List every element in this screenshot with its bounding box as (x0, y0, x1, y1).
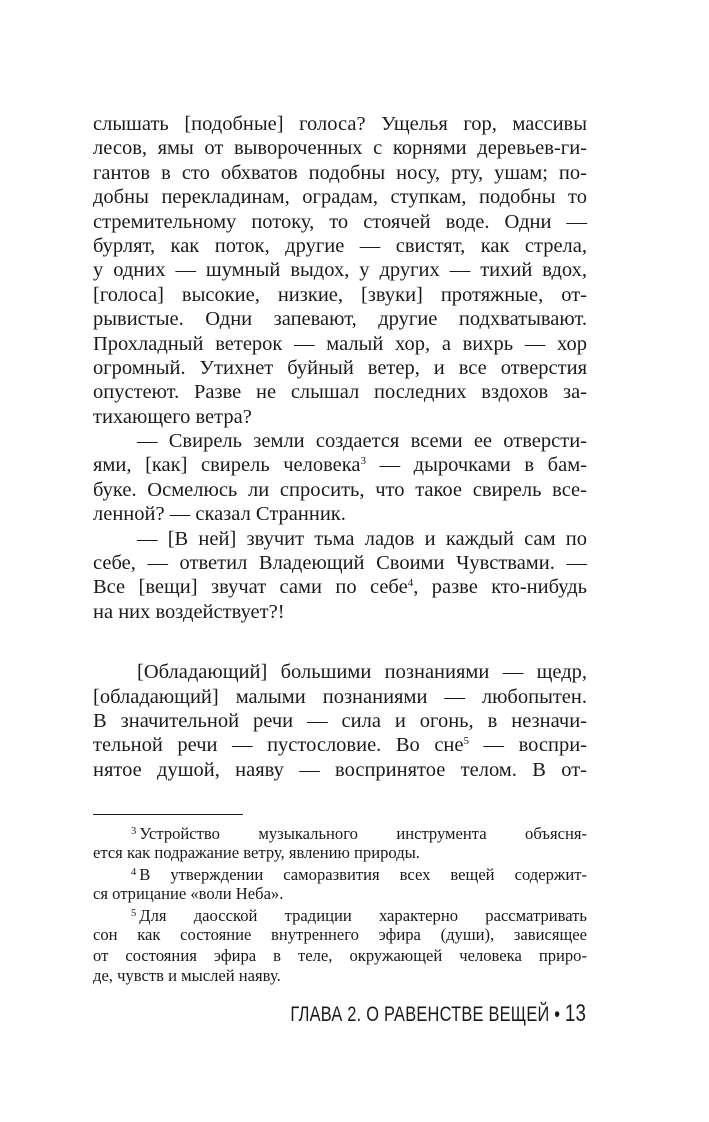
text-line: — [В ней] звучит тьма ладов и каждый сам по (137, 527, 587, 550)
text-line: слышать [подобные] голоса? Ущелья гор, массивы (93, 113, 587, 135)
footnote-line: от состояния эфира в теле, окружающей человека приро- (93, 945, 587, 965)
text-line: [обладающий] малыми познаниями — любопытен. (93, 685, 587, 708)
footnotes (93, 822, 587, 987)
footnote-ref-5[interactable]: 5 (463, 735, 469, 748)
text-line: стремительному потоку, то стоячей воде. Одни — (93, 210, 587, 233)
text-line: тихающего ветра? (93, 405, 252, 428)
text-fragment: , разве кто-нибудь (413, 576, 588, 599)
text-fragment: — воспри- (468, 734, 587, 757)
footnote-number: 4 (131, 867, 137, 879)
text-line: нятое душой, наяву — воспринятое телом. В от- (93, 758, 587, 781)
footnote-5 (93, 904, 587, 925)
text-fragment: Все [вещи] звучат сами по себе (93, 576, 408, 599)
text-line: [Обладающий] большими познаниями — щедр, (137, 661, 587, 684)
text-line (93, 733, 587, 757)
main-text (93, 112, 587, 782)
text-line: на них воздействует?! (93, 600, 285, 623)
page-number: 13 (564, 1000, 586, 1027)
footnote-3 (93, 822, 587, 843)
text-line (93, 575, 587, 599)
text-line: ленной? — сказал Странник. (93, 503, 346, 526)
footnote-line: ся отрицание «воли Неба». (93, 883, 284, 903)
text-fragment: тельной речи — пустословие. Во сне (93, 734, 464, 757)
footnote-number: 5 (131, 908, 137, 920)
footnote-text: Устройство музыкального инструмента объясня- (139, 824, 587, 843)
text-line: добны перекладинам, оградам, ступкам, подобны то (93, 186, 587, 209)
section-gap (93, 624, 587, 660)
text-line: опустеют. Разве не слышал последних вздохов за- (93, 381, 587, 404)
text-line: огромный. Утихнет буйный ветер, и все отверстия (93, 356, 587, 379)
footnote-ref-3[interactable]: 3 (360, 455, 367, 468)
footnote-line: сон как состояние внутреннего эфира (души), зависящее (93, 924, 587, 944)
footnote-ref-4[interactable]: 4 (407, 577, 414, 590)
text-line: буке. Осмелюсь ли спросить, что такое свирель все- (93, 478, 587, 501)
text-line: гантов в сто обхватов подобны носу, рту, ушам; по- (93, 161, 587, 184)
footnote-4 (93, 863, 587, 884)
text-line: рывистые. Одни запевают, другие подхватывают. (93, 308, 587, 331)
text-line: у одних — шумный выдох, у других — тихий вдох, (93, 259, 587, 282)
chapter-title: ГЛАВА 2. О РАВЕНСТВЕ ВЕЩЕЙ (290, 1003, 550, 1026)
running-footer (290, 1000, 586, 1028)
text-line: Прохладный ветерок — малый хор, а вихрь — хор (93, 332, 587, 355)
footnote-number: 3 (131, 826, 137, 837)
text-line: В значительной речи — сила и огонь, в незначи- (93, 709, 587, 732)
text-fragment: ями, [как] свирель человека (93, 454, 361, 477)
text-line: себе, — ответил Владеющий Своими Чувствами. — (93, 552, 587, 575)
footnote-text: В утверждении саморазвития всех вещей содержит- (139, 865, 587, 885)
text-fragment: — дырочками в бам- (366, 454, 587, 477)
footnote-text: Для даосской традиции характерно рассматривать (139, 906, 587, 926)
text-line: — Свирель земли создается всеми ее отверсти- (137, 430, 587, 453)
text-line: [голоса] высокие, низкие, [звуки] протяжные, от- (93, 283, 587, 306)
footnote-line: де, чувств и мыслей наяву. (93, 966, 281, 986)
text-line: бурлят, как поток, другие — свистят, как стрела, (93, 234, 587, 257)
text-line: лесов, ямы от вывороченных с корнями деревьев-ги- (93, 137, 587, 160)
bullet-separator: • (554, 1003, 561, 1026)
text-line (93, 453, 587, 477)
footnote-line: ется как подражание ветру, явлению природы. (93, 842, 420, 862)
footnote-divider (93, 814, 243, 815)
